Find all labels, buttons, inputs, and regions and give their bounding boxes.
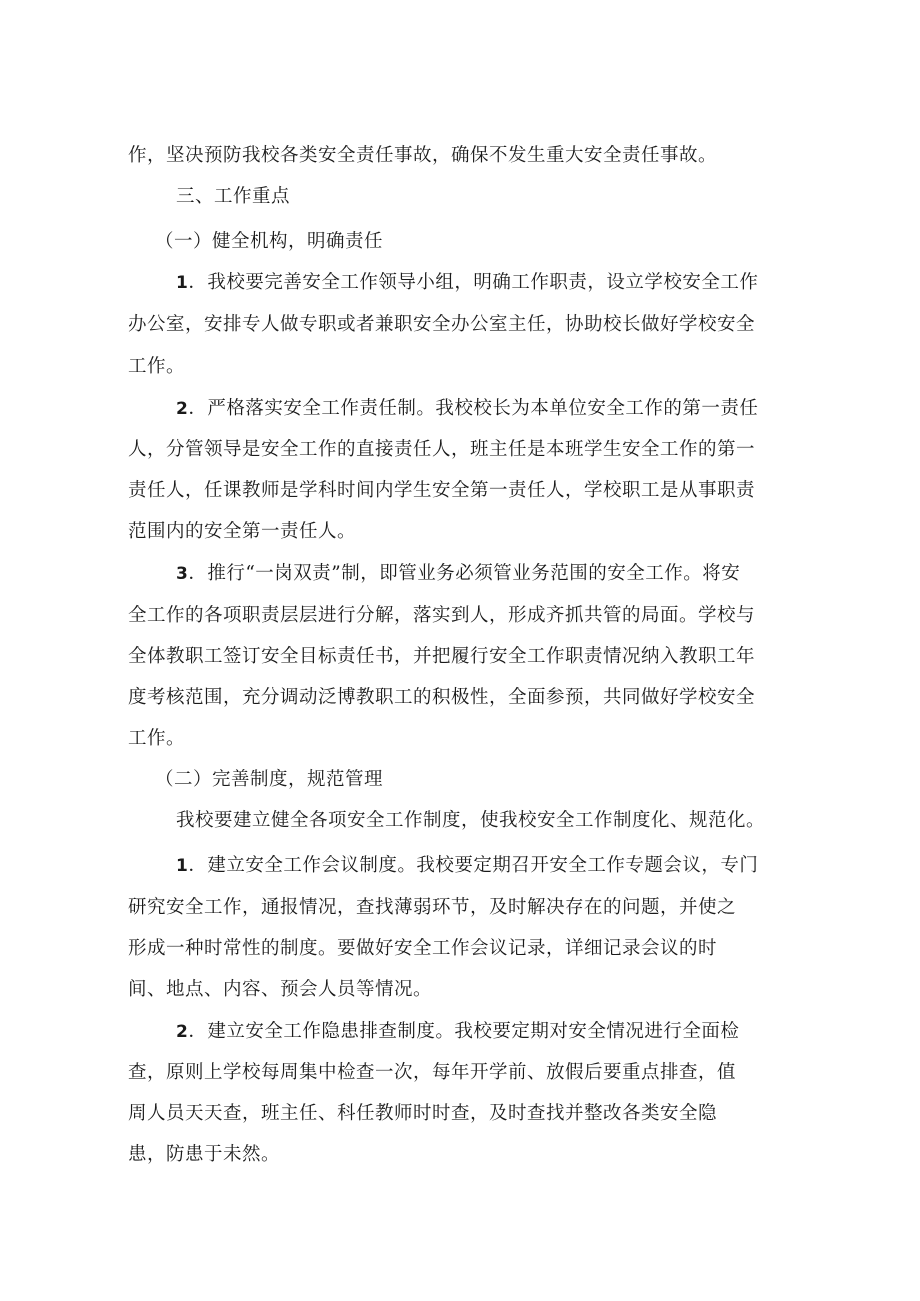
paragraph-line: 2．建立安全工作隐患排查制度。我校要定期对安全情况进行全面检 bbox=[176, 1021, 740, 1042]
item-number: 1 bbox=[176, 856, 189, 876]
paragraph-line: 范围内的安全第一责任人。 bbox=[128, 521, 357, 542]
item-number: 2 bbox=[176, 1022, 189, 1042]
paragraph-line: 形成一种时常性的制度。要做好安全工作会议记录，详细记录会议的时 bbox=[128, 938, 718, 959]
paragraph-line: 周人员天天查，班主任、科任教师时时查，及时查找并整改各类安全隐 bbox=[128, 1103, 718, 1124]
paragraph-line: 工作。 bbox=[128, 728, 186, 749]
paragraph-line: 1．建立安全工作会议制度。我校要定期召开安全工作专题会议，专门 bbox=[176, 855, 759, 876]
subsection-heading: （一）健全机构，明确责任 bbox=[155, 231, 384, 252]
paragraph-line: 办公室，安排专人做专职或者兼职安全办公室主任，协助校长做好学校安全 bbox=[128, 314, 756, 335]
paragraph-line: 作，坚决预防我校各类安全责任事故，确保不发生重大安全责任事故。 bbox=[128, 145, 718, 166]
paragraph-line: 2．严格落实安全工作责任制。我校校长为本单位安全工作的第一责任 bbox=[176, 398, 759, 419]
paragraph-line: 责任人，任课教师是学科时间内学生安全第一责任人，学校职工是从事职责 bbox=[128, 480, 756, 501]
paragraph-line: 全体教职工签订安全目标责任书，并把履行安全工作职责情况纳入教职工年 bbox=[128, 646, 756, 667]
subsection-heading: （二）完善制度，规范管理 bbox=[155, 769, 384, 790]
paragraph-line: 度考核范围，充分调动泛博教职工的积极性，全面参预，共同做好学校安全 bbox=[128, 687, 756, 708]
paragraph-line: 3．推行“一岗双责”制，即管业务必须管业务范围的安全工作。将安 bbox=[176, 563, 741, 584]
paragraph-line: 我校要建立健全各项安全工作制度，使我校安全工作制度化、规范化。 bbox=[176, 810, 766, 831]
item-number: 3 bbox=[176, 564, 189, 584]
paragraph-line: 查，原则上学校每周集中检查一次，每年开学前、放假后要重点排查，值 bbox=[128, 1062, 737, 1083]
paragraph-line: 工作。 bbox=[128, 356, 186, 377]
paragraph-line: 间、地点、内容、预会人员等情况。 bbox=[128, 979, 433, 1000]
paragraph-line: 1．我校要完善安全工作领导小组，明确工作职责，设立学校安全工作 bbox=[176, 272, 759, 293]
section-heading: 三、工作重点 bbox=[176, 186, 291, 207]
paragraph-line: 人，分管领导是安全工作的直接责任人，班主任是本班学生安全工作的第一 bbox=[128, 439, 756, 460]
item-number: 1 bbox=[176, 273, 189, 293]
paragraph-line: 患，防患于未然。 bbox=[128, 1144, 281, 1165]
paragraph-line: 全工作的各项职责层层进行分解，落实到人，形成齐抓共管的局面。学校与 bbox=[128, 605, 756, 626]
item-number: 2 bbox=[176, 399, 189, 419]
paragraph-line: 研究安全工作，通报情况，查找薄弱环节，及时解决存在的问题，并使之 bbox=[128, 897, 737, 918]
